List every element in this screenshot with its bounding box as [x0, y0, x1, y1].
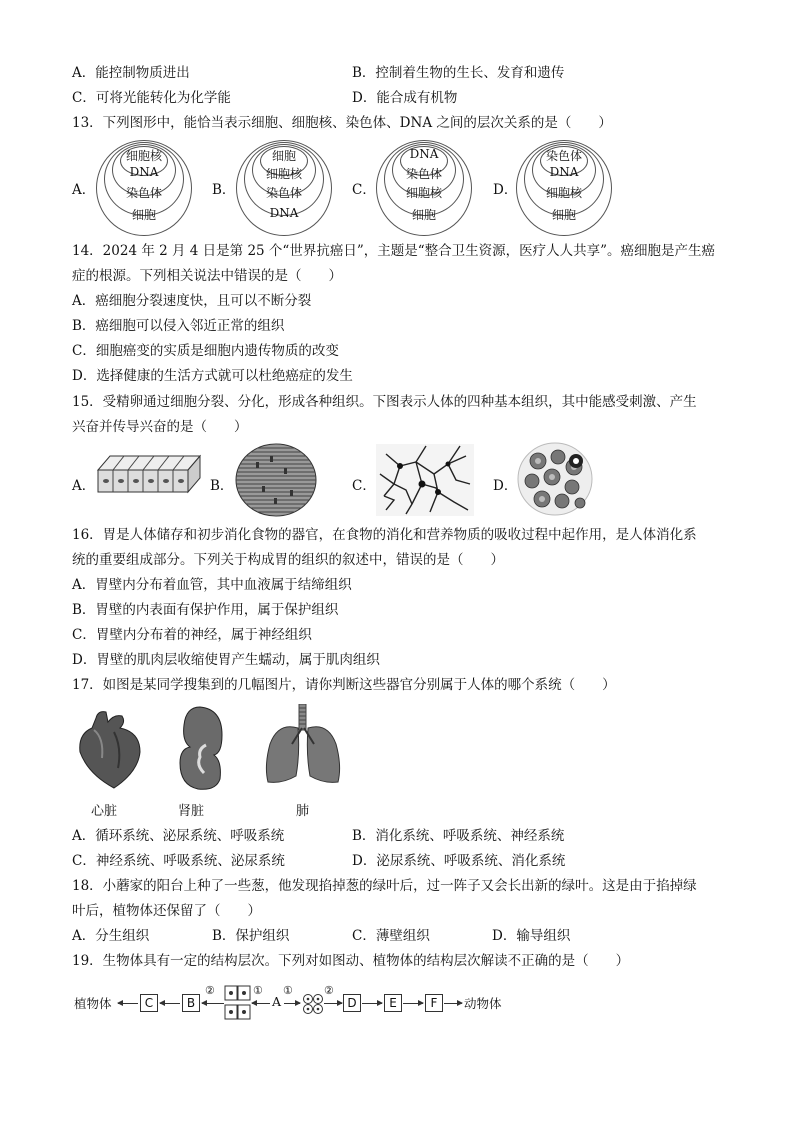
q13-diagram-a [96, 140, 192, 236]
q15-label-d: D． [493, 478, 518, 494]
q13-diagram-b [236, 140, 332, 236]
kidney-caption: 肾脏 [178, 804, 205, 819]
ellipse-label: 染色体 [405, 167, 442, 181]
q17-option-b: B．消化系统、呼吸系统、神经系统 [352, 828, 565, 844]
q15-stem-line1: 15．受精卵通过细胞分裂、分化，形成各种组织。下图表示人体的四种基本组织，其中能感受刺激、产生 [72, 394, 697, 410]
lungs-image [262, 704, 344, 786]
q18-stem-line1: 18．小蘑家的阳台上种了一些葱，他发现掐掉葱的绿叶后，过一阵子又会长出新的绿叶。这是由于掐掉绿 [72, 878, 697, 894]
box-d: D [343, 994, 361, 1012]
heart-image [74, 708, 146, 790]
ellipse-label: 细胞 [551, 208, 576, 222]
cell-group-animal [302, 993, 324, 1015]
arrow-from-a [284, 1003, 300, 1004]
kidney-image [176, 705, 226, 791]
q12-option-b: B．控制着生物的生长、发育和遗传 [352, 65, 565, 81]
connective-tissue-blood-image [516, 441, 594, 517]
ellipse-label: DNA [409, 147, 439, 161]
q16-stem-line2: 统的重要组成部分。下列关于构成胃的组织的叙述中，错误的是（ ） [72, 552, 504, 568]
q12-option-d: D．能合成有机物 [352, 90, 458, 106]
q13-label-a: A． [72, 182, 96, 198]
nerve-tissue-image [376, 444, 474, 516]
ellipse-label: 细胞核 [405, 186, 442, 200]
q13-label-c: C． [352, 182, 376, 198]
ellipse-label: DNA [129, 165, 159, 179]
q18-option-b: B．保护组织 [212, 928, 290, 944]
animal-body-label: 动物体 [464, 996, 502, 1011]
step-1-right: ① [283, 984, 293, 997]
step-1-left: ① [253, 984, 263, 997]
heart-caption: 心脏 [91, 804, 118, 819]
ellipse-label: 染色体 [545, 149, 582, 163]
step-2-right: ② [324, 984, 334, 997]
epithelial-tissue-image [96, 452, 202, 494]
q18-option-c: C．薄壁组织 [352, 928, 430, 944]
q17-stem: 17．如图是某同学搜集到的几幅图片，请你判断这些器官分别属于人体的哪个系统（ ） [72, 677, 616, 693]
arrow-to-cell-group-plant [252, 1003, 270, 1004]
q16-option-a: A．胃壁内分布着血管，其中血液属于结缔组织 [72, 577, 352, 593]
q16-option-c: C．胃壁内分布着的神经，属于神经组织 [72, 627, 312, 643]
q15-label-a: A． [72, 478, 96, 494]
q14-stem-line1: 14．2024 年 2 月 4 日是第 25 个“世界抗癌日”，主题是“整合卫生资源，医疗人人共享”。癌细胞是产生癌 [72, 243, 716, 259]
box-b: B [182, 994, 200, 1012]
box-e: E [384, 994, 402, 1012]
q12-option-a: A．能控制物质进出 [72, 65, 190, 81]
arrow-to-d [324, 1003, 342, 1004]
arrow-to-c [160, 1003, 180, 1004]
ellipse-label: 染色体 [265, 186, 302, 200]
q12-option-c: C．可将光能转化为化学能 [72, 90, 231, 106]
ellipse-label: 细胞核 [545, 186, 582, 200]
q18-stem-line2: 叶后，植物体还保留了（ ） [72, 903, 261, 919]
q14-option-a: A．癌细胞分裂速度快，且可以不断分裂 [72, 293, 312, 309]
q13-diagram-d [516, 140, 612, 236]
arrow-to-plant [118, 1003, 138, 1004]
plant-body-label: 植物体 [74, 996, 112, 1011]
q15-stem-line2: 兴奋并传导兴奋的是（ ） [72, 419, 248, 435]
cell-a-label: A [272, 994, 282, 1009]
ellipse-label: 细胞 [271, 149, 296, 163]
q15-label-b: B． [210, 478, 234, 494]
q16-stem-line1: 16．胃是人体储存和初步消化食物的器官，在食物的消化和营养物质的吸收过程中起作用，是人体消化系 [72, 527, 697, 543]
q18-option-d: D．输导组织 [492, 928, 571, 944]
q15-label-c: C． [352, 478, 376, 494]
q19-stem: 19．生物体具有一定的结构层次。下列对如图动、植物体的结构层次解读不正确的是（ ） [72, 953, 630, 969]
q17-option-c: C．神经系统、呼吸系统、泌尿系统 [72, 853, 285, 869]
q18-option-a: A．分生组织 [72, 928, 150, 944]
arrow-to-animal [444, 1003, 462, 1004]
ellipse-label: DNA [549, 165, 579, 179]
arrow-to-e [362, 1003, 382, 1004]
cell-group-plant [224, 985, 252, 1021]
arrow-to-f [403, 1003, 423, 1004]
q17-option-d: D．泌尿系统、呼吸系统、消化系统 [352, 853, 566, 869]
ellipse-label: 细胞 [131, 208, 156, 222]
lungs-caption: 肺 [296, 804, 310, 819]
q16-option-b: B．胃壁的内表面有保护作用，属于保护组织 [72, 602, 339, 618]
ellipse-label: 染色体 [125, 186, 162, 200]
arrow-to-b [202, 1003, 224, 1004]
q16-option-d: D．胃壁的肌肉层收缩使胃产生蠕动，属于肌肉组织 [72, 652, 380, 668]
q17-option-a: A．循环系统、泌尿系统、呼吸系统 [72, 828, 285, 844]
box-f: F [425, 994, 443, 1012]
ellipse-label: DNA [269, 206, 299, 220]
q13-diagram-c [376, 140, 472, 236]
ellipse-label: 细胞 [411, 208, 436, 222]
muscle-tissue-image [234, 442, 318, 518]
q13-label-d: D． [493, 182, 518, 198]
q14-stem-line2: 症的根源。下列相关说法中错误的是（ ） [72, 268, 342, 284]
ellipse-label: 细胞核 [265, 167, 302, 181]
q13-stem: 13．下列图形中，能恰当表示细胞、细胞核、染色体、DNA 之间的层次关系的是（ ） [72, 115, 612, 131]
box-c: C [140, 994, 158, 1012]
ellipse-label: 细胞核 [125, 149, 162, 163]
q13-label-b: B． [212, 182, 236, 198]
q14-option-c: C．细胞癌变的实质是细胞内遗传物质的改变 [72, 343, 339, 359]
q14-option-b: B．癌细胞可以侵入邻近正常的组织 [72, 318, 285, 334]
q14-option-d: D．选择健康的生活方式就可以杜绝癌症的发生 [72, 368, 353, 384]
step-2-left: ② [205, 984, 215, 997]
